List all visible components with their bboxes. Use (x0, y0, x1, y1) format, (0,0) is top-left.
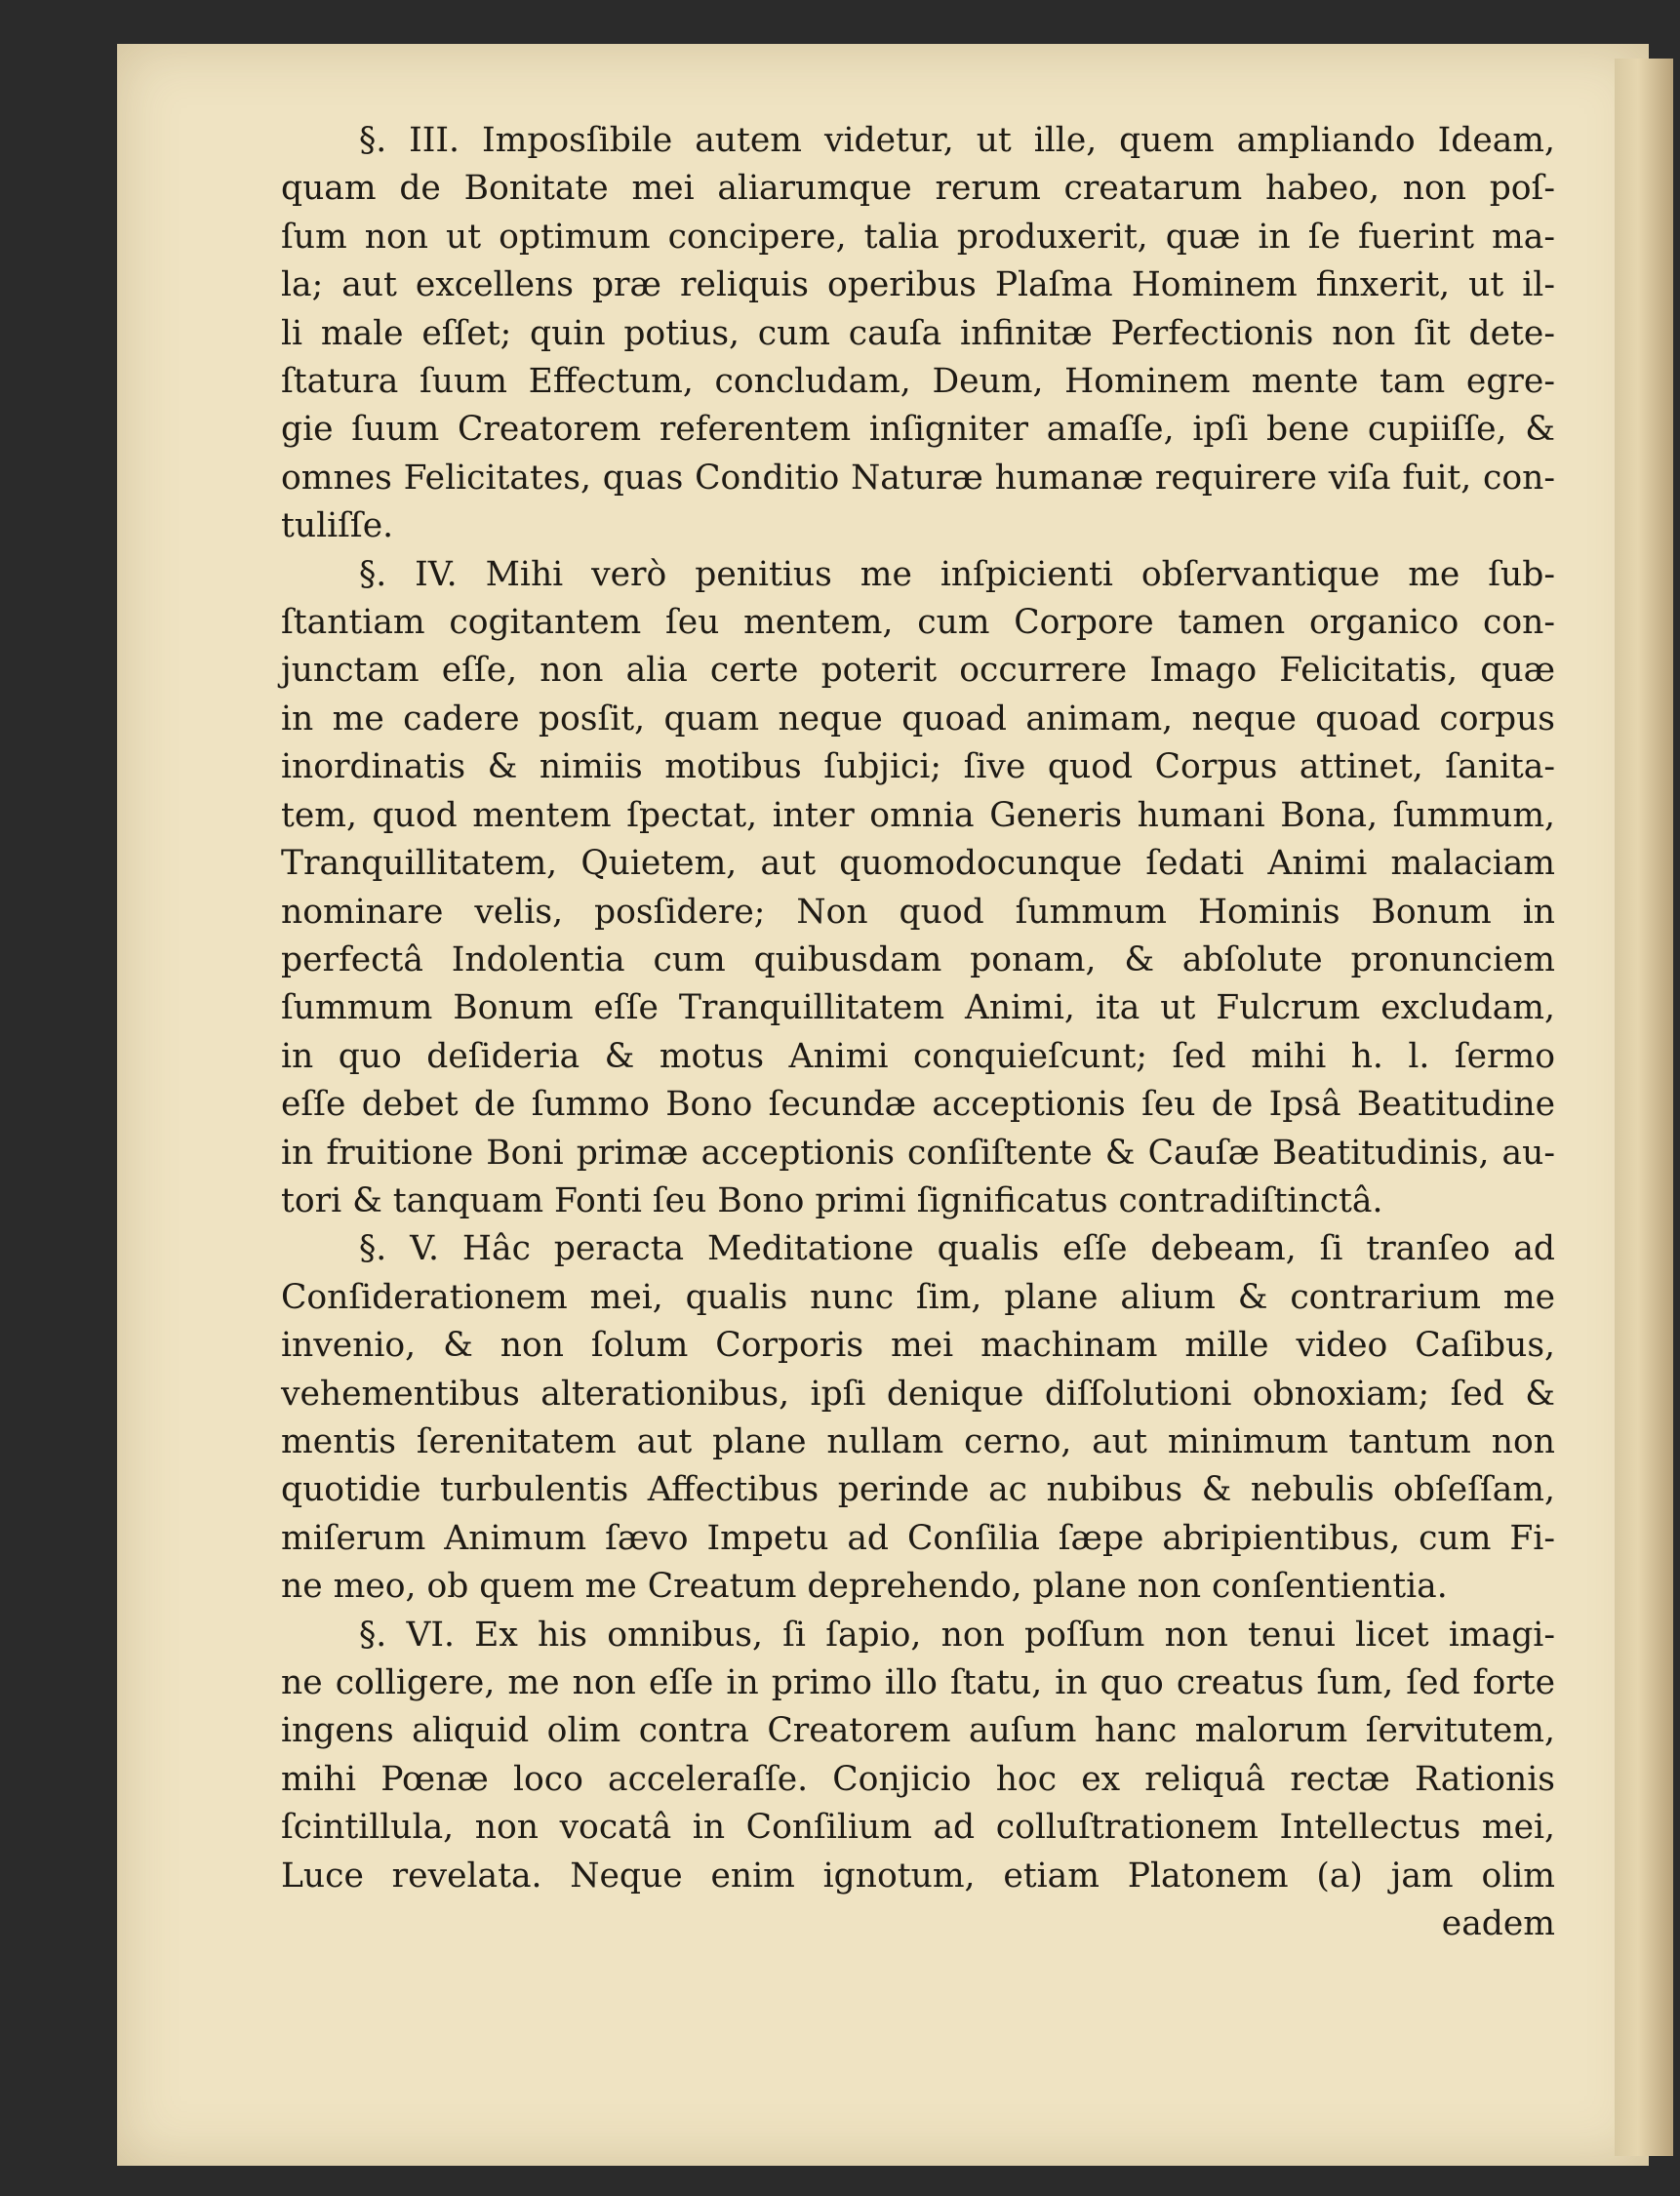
text-line: mihi Pœnæ loco acceleraſſe. Conjicio hoc ex reliquâ rectæ Rationis (281, 1759, 1555, 1799)
text-line: ſtantiam cogitantem ſeu mentem, cum Corpore tamen organico con- (281, 603, 1555, 643)
text-line: ſummum Bonum eſſe Tranquillitatem Animi, ita ut Fulcrum excludam, (281, 988, 1555, 1028)
text-line: inordinatis & nimiis motibus ſubjici; ſive quod Corpus attinet, ſanita- (281, 747, 1555, 787)
text-line: ingens aliquid olim contra Creatorem auſum hanc malorum ſervitutem, (281, 1711, 1555, 1751)
page-gutter (1615, 59, 1673, 2156)
text-line: in quo deſideria & motus Animi conquieſcunt; ſed mihi h. l. ſermo (281, 1036, 1555, 1076)
paragraph-3 (281, 117, 1555, 551)
text-line: la; aut excellens præ reliquis operibus Plaſma Hominem finxerit, ut il- (281, 265, 1555, 305)
text-line: nominare velis, posſidere; Non quod ſummum Hominis Bonum in (281, 892, 1555, 932)
text-line: vehementibus alterationibus, ipſi denique diſſolutioni obnoxiam; ſed & (281, 1374, 1555, 1414)
text-line: in me cadere posſit, quam neque quoad animam, neque quoad corpus (281, 699, 1555, 739)
text-line: Conſiderationem mei, qualis nunc ſim, plane alium & contrarium me (281, 1277, 1555, 1317)
text-line: ſum non ut optimum concipere, talia produxerit, quæ in ſe fuerint ma- (281, 217, 1555, 257)
text-line: perfectâ Indolentia cum quibusdam ponam, & abſolute pronunciem (281, 939, 1555, 979)
text-line: §. III. Imposſibile autem videtur, ut ille, quem ampliando Ideam, (359, 121, 1555, 160)
text-line: §. IV. Mihi verò penitius me inſpicienti obſervantique me ſub- (359, 554, 1555, 594)
text-line: tem, quod mentem ſpectat, inter omnia Generis humani Bona, ſummum, (281, 795, 1555, 835)
text-line: Luce revelata. Neque enim ignotum, etiam Platonem (a) jam olim (281, 1856, 1555, 1896)
text-line: invenio, & non ſolum Corporis mei machinam mille video Caſibus, (281, 1326, 1555, 1366)
text-line: quotidie turbulentis Affectibus perinde ac nubibus & nebulis obſeſſam, (281, 1470, 1555, 1510)
text-line: gie ſuum Creatorem referentem inſigniter amaſſe, ipſi bene cupiiſſe, & (281, 410, 1555, 450)
text-line: §. VI. Ex his omnibus, ſi ſapio, non poſſum non tenui licet imagi- (359, 1615, 1555, 1655)
text-line: ne colligere, me non eſſe in primo illo ſtatu, in quo creatus ſum, ſed forte (281, 1663, 1555, 1702)
text-line: li male eſſet; quin potius, cum cauſa infinitæ Perfectionis non ſit dete- (281, 313, 1555, 353)
text-line: omnes Felicitates, quas Conditio Naturæ humanæ requirere viſa fuit, con- (281, 458, 1555, 498)
text-line: tuliſſe. (281, 506, 394, 546)
paragraph-4 (281, 551, 1555, 1226)
paragraph-5 (281, 1225, 1555, 1611)
text-line: tori & tanquam Fonti ſeu Bono primi ſignificatus contradiſtinctâ. (281, 1180, 1383, 1220)
text-line: ſcintillula, non vocatâ in Conſilium ad colluſtrationem Intellectus mei, (281, 1808, 1555, 1848)
text-line: mentis ſerenitatem aut plane nullam cerno, aut minimum tantum non (281, 1421, 1555, 1461)
text-line: Tranquillitatem, Quietem, aut quomodocunque ſedati Animi malaciam (281, 844, 1555, 884)
text-line: junctam eſſe, non alia certe poterit occurrere Imago Felicitatis, quæ (281, 651, 1555, 691)
text-line: in fruitione Boni primæ acceptionis conſiſtente & Cauſæ Beatitudinis, au- (281, 1133, 1555, 1173)
text-line: §. V. Hâc peracta Meditatione qualis eſſe debeam, ſi tranſeo ad (359, 1229, 1555, 1269)
text-line: eſſe debet de ſummo Bono ſecundæ acceptionis ſeu de Ipsâ Beatitudine (281, 1085, 1555, 1125)
text-line: ſtatura ſuum Effectum, concludam, Deum, Hominem mente tam egre- (281, 362, 1555, 402)
text-line: quam de Bonitate mei aliarumque rerum creatarum habeo, non poſ- (281, 169, 1555, 209)
paragraph-6 (281, 1612, 1555, 1900)
text-line: miſerum Animum ſævo Impetu ad Conſilia ſæpe abripientibus, cum Fi- (281, 1518, 1555, 1558)
text-line: ne meo, ob quem me Creatum deprehendo, plane non conſentientia. (281, 1567, 1448, 1607)
page-text (281, 117, 1555, 1948)
catchword: eadem (1441, 1904, 1555, 1944)
